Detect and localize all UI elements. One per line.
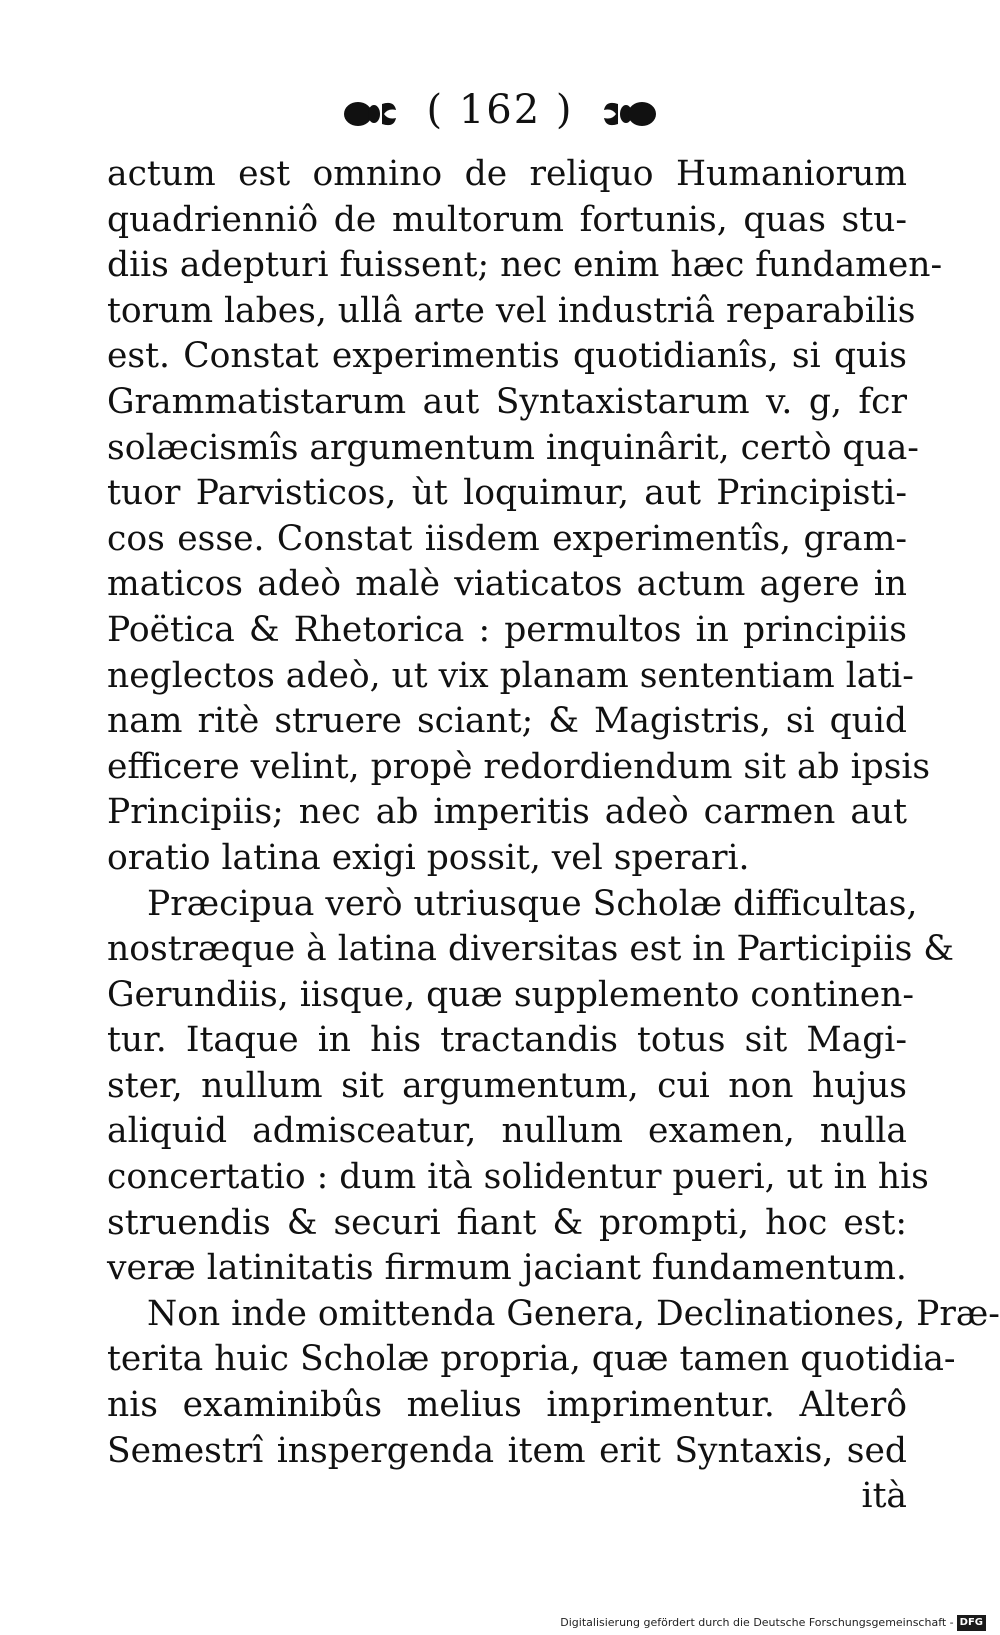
- text-line: efficere velint, propè redordiendum sit ab ipsis: [107, 746, 931, 787]
- text-line: struendis & securi fiant & prompti, hoc est:: [107, 1202, 907, 1243]
- digitization-credit: [560, 1615, 986, 1631]
- text-line: maticos adeò malè viaticatos actum agere in: [107, 564, 907, 605]
- text-line: solæcismîs argumentum inquinârit, certò qua-: [107, 427, 919, 468]
- text-line: oratio latina exigi possit, vel sperari.: [107, 837, 750, 878]
- dfg-logo: DFG: [957, 1615, 986, 1631]
- text-line: tuor Parvisticos, ùt loquimur, aut Principisti-: [107, 473, 907, 514]
- text-line: aliquid admisceatur, nullum examen, nulla: [107, 1111, 907, 1152]
- text-line: cos esse. Constat iisdem experimentîs, gram-: [107, 518, 907, 559]
- text-line: neglectos adeò, ut vix planam sententiam lati-: [107, 655, 914, 696]
- text-line: ster, nullum sit argumentum, cui non hujus: [107, 1065, 907, 1106]
- text-line: Non inde omittenda Genera, Declinationes, Præ-: [147, 1293, 1000, 1334]
- text-line: tur. Itaque in his tractandis totus sit Magi-: [107, 1020, 907, 1061]
- text-line: diis adepturi fuissent; nec enim hæc fundamen-: [107, 245, 943, 286]
- footer-credit-text: Digitalisierung gefördert durch die Deutsche Forschungsgemeinschaft -: [560, 1616, 954, 1629]
- text-line: nostræque à latina diversitas est in Participiis &: [107, 929, 955, 970]
- page-header: [0, 86, 1000, 134]
- page-number: 162: [458, 87, 542, 133]
- page-number-open-paren: (: [426, 87, 445, 133]
- text-line: Principiis; nec ab imperitis adeò carmen aut: [107, 792, 907, 833]
- text-line: Semestrî inspergenda item erit Syntaxis, sed: [107, 1430, 907, 1471]
- text-line: Gerundiis, iisque, quæ supplemento continen-: [107, 974, 915, 1015]
- text-line: veræ latinitatis firmum jaciant fundamentum.: [107, 1248, 907, 1289]
- text-line: Præcipua verò utriusque Scholæ difficultas,: [147, 883, 918, 924]
- page-body-text: [107, 152, 1000, 1520]
- text-line: est. Constat experimentis quotidianîs, si quis: [107, 336, 907, 377]
- left-ornament-icon: [340, 95, 412, 131]
- text-line: concertatio : dum ità solidentur pueri, ut in his: [107, 1157, 929, 1198]
- text-line: terita huic Scholæ propria, quæ tamen quotidia-: [107, 1339, 956, 1380]
- text-line: nam ritè struere sciant; & Magistris, si quid: [107, 701, 907, 742]
- text-line: nis examinibûs melius imprimentur. Alterô: [107, 1385, 907, 1426]
- right-ornament-icon: [588, 95, 660, 131]
- text-line: torum labes, ullâ arte vel industriâ reparabilis: [107, 290, 916, 331]
- text-line: actum est omnino de reliquo Humaniorum: [107, 154, 907, 194]
- text-line: quadrienniô de multorum fortunis, quas stu-: [107, 199, 907, 240]
- catchword: ità: [861, 1476, 907, 1517]
- text-line: Grammatistarum aut Syntaxistarum v. g, fcr: [107, 381, 907, 422]
- page-number-close-paren: ): [555, 87, 574, 133]
- text-line: Poëtica & Rhetorica : permultos in principiis: [107, 609, 907, 650]
